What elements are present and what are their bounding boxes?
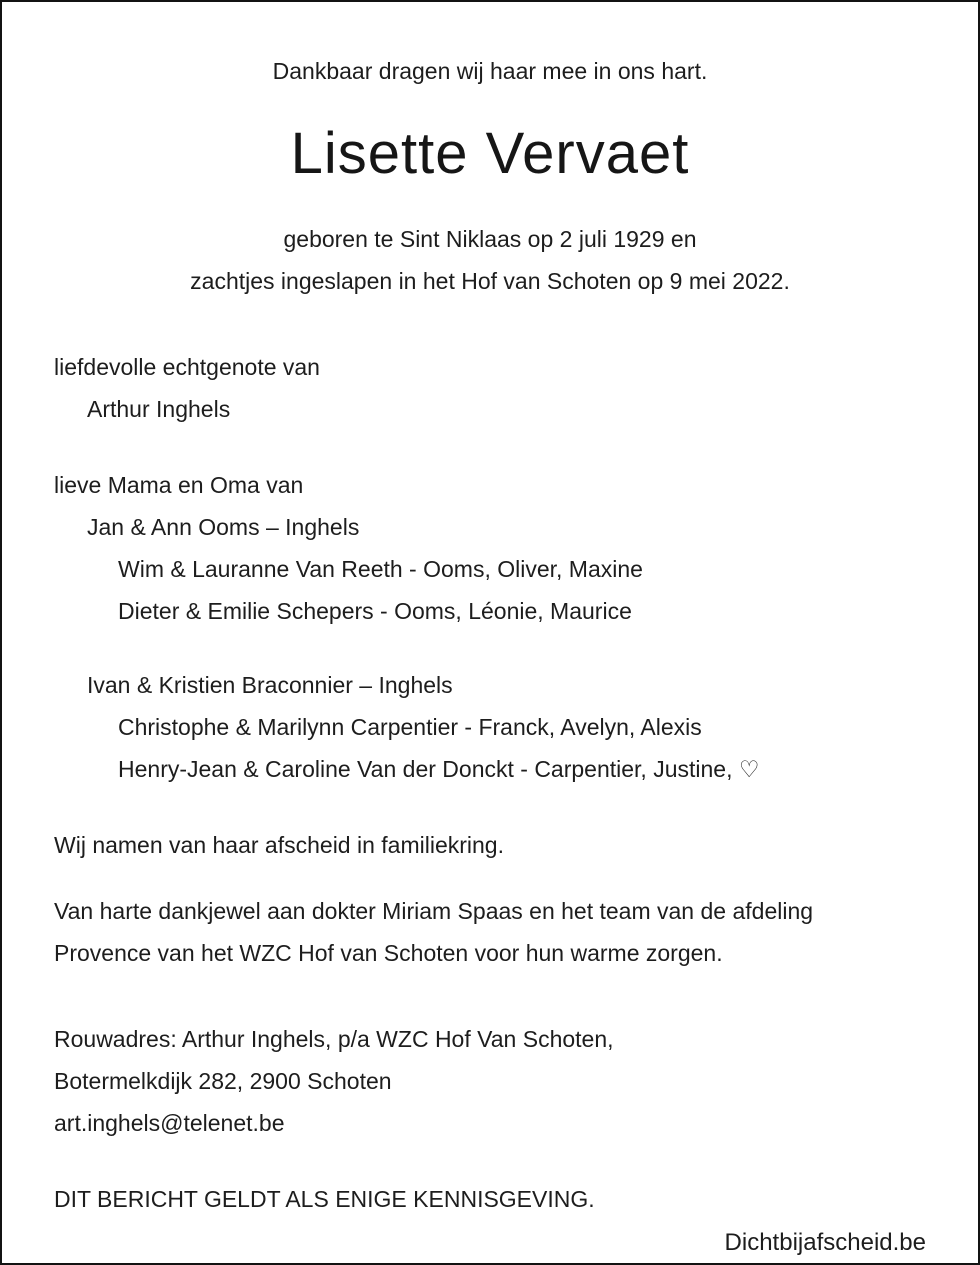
- final-notice: DIT BERICHT GELDT ALS ENIGE KENNISGEVING.: [54, 1186, 595, 1212]
- life-dates: [54, 218, 926, 302]
- birth-line: geboren te Sint Niklaas op 2 juli 1929 en: [283, 226, 697, 252]
- thanks-line: Van harte dankjewel aan dokter Miriam Spaas en het team van de afdeling: [54, 898, 814, 924]
- family-group-head: Ivan & Kristien Braconnier – Inghels: [87, 672, 453, 698]
- spouse-section: [54, 346, 926, 430]
- family-group-child: Henry-Jean & Caroline Van der Donckt - Carpentier, Justine, ♡: [118, 756, 760, 782]
- spouse-name: Arthur Inghels: [87, 396, 231, 422]
- family-label: lieve Mama en Oma van: [54, 472, 304, 498]
- mourning-address-section: [54, 1018, 926, 1144]
- family-group: [54, 664, 926, 790]
- farewell-line: Wij namen van haar afscheid in familiekring.: [54, 832, 504, 858]
- thanks-section: [54, 890, 926, 974]
- family-group-head: Jan & Ann Ooms – Inghels: [87, 514, 360, 540]
- family-section: [54, 464, 926, 790]
- thanks-line: Provence van het WZC Hof van Schoten voor hun warme zorgen.: [54, 940, 723, 966]
- spouse-label: liefdevolle echtgenote van: [54, 354, 320, 380]
- email-address: art.inghels@telenet.be: [54, 1110, 285, 1136]
- website-name: Dichtbijafscheid.be: [724, 1229, 926, 1256]
- intro-line: Dankbaar dragen wij haar mee in ons hart.: [272, 58, 708, 84]
- family-group-child: Wim & Lauranne Van Reeth - Ooms, Oliver, Maxine: [118, 556, 643, 582]
- family-group-child: Christophe & Marilynn Carpentier - Franck, Avelyn, Alexis: [118, 714, 702, 740]
- address-line: Rouwadres: Arthur Inghels, p/a WZC Hof Van Schoten,: [54, 1026, 614, 1052]
- deceased-name: Lisette Vervaet: [290, 121, 690, 186]
- death-line: zachtjes ingeslapen in het Hof van Schoten op 9 mei 2022.: [190, 268, 790, 294]
- address-line: Botermelkdijk 282, 2900 Schoten: [54, 1068, 392, 1094]
- family-group-child: Dieter & Emilie Schepers - Ooms, Léonie, Maurice: [118, 598, 632, 624]
- family-group: [54, 506, 926, 632]
